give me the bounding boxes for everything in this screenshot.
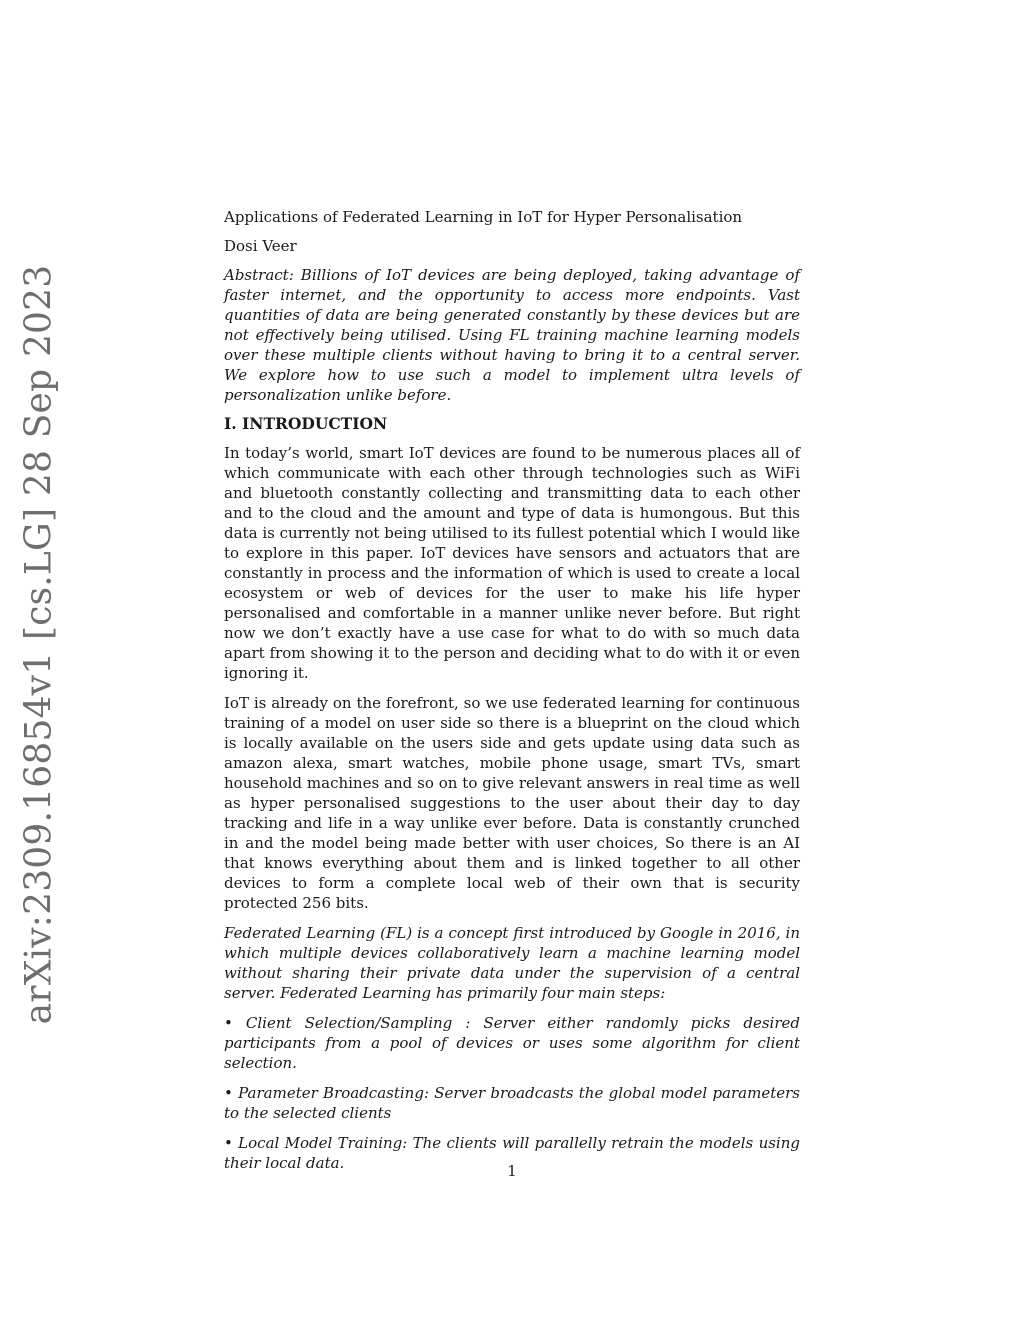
intro-paragraph-3: Federated Learning (FL) is a concept first introduced by Google in 2016, in which multiple devices collaboratively learn a machine learning model without sharing their private data under the supervision of a central server. Federated Learning has primarily four main steps: — [224, 924, 800, 1002]
intro-paragraph-1: In today’s world, smart IoT devices are found to be numerous places all of which communicate with each other through technologies such as WiFi and bluetooth constantly collecting and transmitting data to each other and to the cloud and the amount and type of data is humongous. But this data is currently not being utilised to its fullest potential which I would like to explore in this paper. IoT devices have sensors and actuators that are constantly in process and the information of which is used to create a local ecosystem or web of devices for the user to make his life hyper personalised and comfortable in a manner unlike never before. But right now we don’t exactly have a use case for what to do with so much data apart from showing it to the person and deciding what to do with it or even ignoring it. — [224, 444, 800, 682]
arxiv-identifier-text: arXiv:2309.16854v1 [cs.LG] 28 Sep 2023 — [18, 264, 60, 1024]
intro-paragraph-2: IoT is already on the forefront, so we use federated learning for continuous training of a model on user side so there is a blueprint on the cloud which is locally available on the users side and gets update using data such as amazon alexa, smart watches, mobile phone usage, smart TVs, smart household machines and so on to give relevant answers in real time as well as hyper personalised suggestions to the user about their day to day tracking and life in a way unlike ever before. Data is constantly crunched in and the model being made better with user choices, So there is an AI that knows everything about them and is linked together to all other devices to form a complete local web of their own that is security protected 256 bits. — [224, 694, 800, 912]
bullet-item-local-model-training: • Local Model Training: The clients will parallelly retrain the models using their local data. — [224, 1134, 800, 1172]
bullet-item-client-selection: • Client Selection/Sampling : Server either randomly picks desired participants from a pool of devices or uses some algorithm for client selection. — [224, 1014, 800, 1072]
paper-body — [224, 207, 800, 1183]
section-heading-introduction: I. INTRODUCTION — [224, 414, 388, 433]
arxiv-identifier-stamp — [14, 264, 64, 1024]
bullet-item-parameter-broadcasting: • Parameter Broadcasting: Server broadcasts the global model parameters to the selected clients — [224, 1084, 800, 1122]
abstract: Abstract: Billions of IoT devices are being deployed, taking advantage of faster internet, and the opportunity to access more endpoints. Vast quantities of data are being generated constantly by these devices but are not effectively being utilised. Using FL training machine learning models over these multiple clients without having to bring it to a central server. We explore how to use such a model to implement ultra levels of personalization unlike before. — [224, 266, 800, 404]
paper-title: Applications of Federated Learning in IoT for Hyper Personalisation — [224, 208, 743, 226]
page-number: 1 — [507, 1162, 517, 1180]
paper-author: Dosi Veer — [224, 237, 297, 255]
